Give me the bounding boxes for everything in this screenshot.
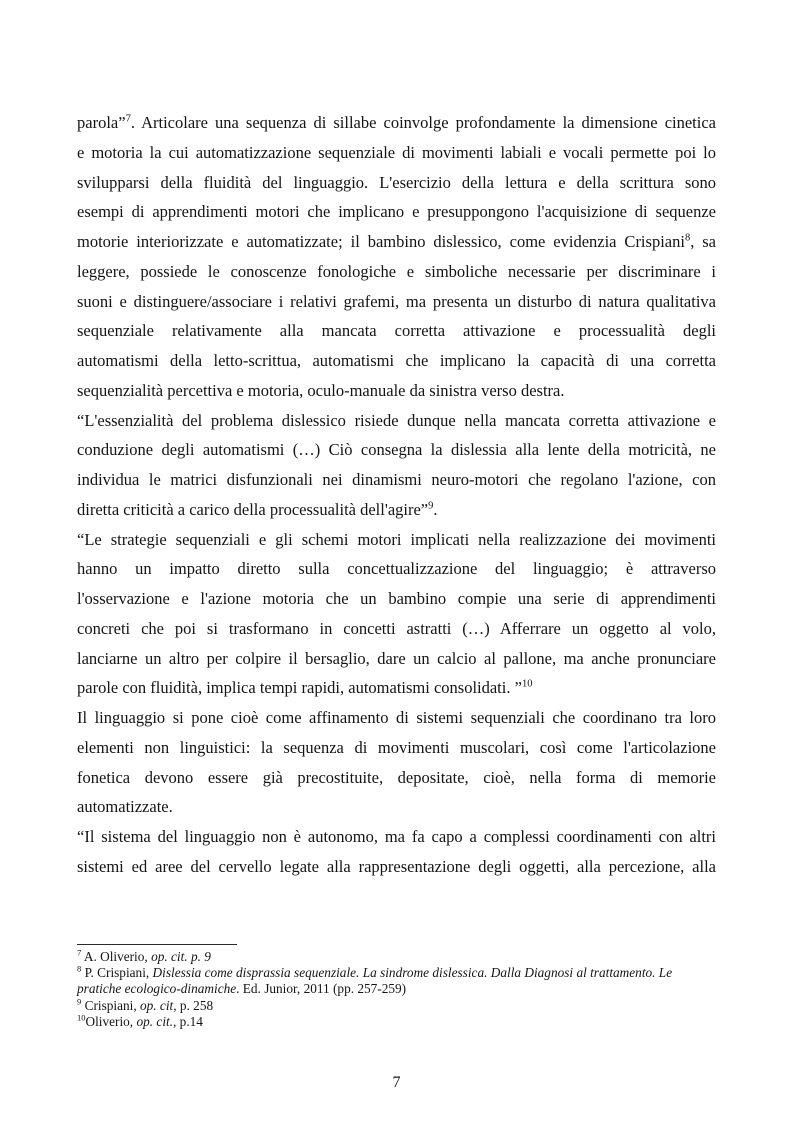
footnote [77, 965, 716, 997]
page-number: 7 [392, 1074, 401, 1091]
text-line: elementi non linguistici: la sequenza di movimenti muscolari, così come l'articolazione [77, 737, 716, 757]
footnote-number: 9 [77, 996, 82, 1007]
text-line [77, 495, 716, 525]
text-segment: diretta criticità a carico della processualità dell'agire” [77, 499, 429, 519]
text-line [77, 108, 716, 138]
footnote [77, 998, 716, 1014]
main-text [77, 108, 716, 882]
footnote-text: p. 258 [176, 997, 214, 1013]
text-segment: parola” [77, 113, 126, 132]
text-line: sequenziale relativamente alla mancata corretta attivazione e processualità degli [77, 321, 716, 341]
text-line: esempi di apprendimenti motori che implicano e presuppongono l'acquisizione di sequenze [77, 202, 716, 222]
text-line [77, 673, 716, 703]
text-line: suoni e distinguere/associare i relativi grafemi, ma presenta un disturbo di natura qualitativa [77, 291, 716, 311]
text-line: leggere, possiede le conoscenze fonologiche e simboliche necessarie per discriminare i [77, 261, 716, 281]
paragraph [77, 406, 716, 525]
footnote-citation: op. cit., [136, 1013, 177, 1029]
footnote-text: P. Crispiani, [81, 965, 153, 981]
text-line: conduzione degli automatismi (…) Ciò consegna la dislessia alla lente della motricità, ne [77, 440, 716, 460]
text-segment: . [433, 499, 438, 519]
footnote-book-title: pratiche ecologico-dinamiche [77, 981, 237, 997]
text-segment: motorie interiorizzate e automatizzate; il bambino dislessico, come evidenzia Crispiani [77, 232, 685, 251]
text-line: automatizzate. [77, 797, 173, 817]
text-line: individua le matrici disfunzionali nei dinamismi neuro-motori che regolano l'azione, con [77, 470, 716, 489]
footnote-separator [77, 944, 237, 945]
text-line: sequenzialità percettiva e motoria, oculo-manuale da sinistra verso destra. [77, 380, 565, 400]
text-line: automatismi della letto-scrittua, automatismi che implicano la capacità di una corretta [77, 351, 716, 370]
footnote-ref: 8 [684, 232, 691, 244]
text-line: concreti che poi si trasformano in concetti astratti (…) Afferrare un oggetto al volo, [77, 618, 716, 638]
footnote-citation: op. cit, [139, 997, 177, 1013]
text-line: “Il sistema del linguaggio non è autonomo, ma fa capo a complessi coordinamenti con altri [77, 827, 716, 846]
paragraph [77, 703, 716, 822]
footnote-text: p.14 [176, 1013, 203, 1029]
text-line: svilupparsi della fluidità del linguaggio. L'esercizio della lettura e della scrittura sono [77, 172, 716, 192]
footnote-ref: 7 [125, 113, 131, 125]
text-line: “Le strategie sequenziali e gli schemi motori implicati nella realizzazione dei movimenti [77, 529, 716, 549]
footnote-citation: op. cit. p. 9 [151, 949, 211, 964]
text-line: l'osservazione e l'azione motoria che un bambino compie una serie di apprendimenti [77, 589, 716, 608]
paragraph [77, 822, 716, 882]
text-line: sistemi ed aree del cervello legate alla rappresentazione degli oggetti, alla percezione, alla [77, 856, 716, 876]
text-line: fonetica devono essere già precostituite, depositate, cioè, nella forma di memorie [77, 767, 716, 787]
text-line: hanno un impatto diretto sulla concettualizzazione del linguaggio; è attraverso [77, 559, 716, 579]
text-line: lanciarne un altro per colpire il bersaglio, dare un calcio al pallone, ma anche pronunciare [77, 648, 716, 668]
footnote-number: 10 [77, 1012, 86, 1023]
footnote-text: Oliverio, [85, 1013, 137, 1029]
text-line: Il linguaggio si pone cioè come affinamento di sistemi sequenziali che coordinano tra loro [77, 708, 716, 727]
footnote [77, 1014, 716, 1030]
footnote-book-title: Dislessia come disprassia sequenziale. La sindrome dislessica. Dalla Diagnosi al trattamento. Le [152, 965, 673, 981]
footnote [77, 949, 716, 965]
footnote-number: 8 [77, 963, 82, 974]
text-segment: parole con fluidità, implica tempi rapidi, automatismi consolidati. ” [77, 678, 522, 698]
footnote-text: . Ed. Junior, 2011 (pp. 257-259) [236, 981, 407, 997]
text-line [77, 227, 716, 257]
footnotes [77, 949, 716, 1030]
text-segment: , sa [690, 232, 716, 251]
footnote-ref: 9 [428, 500, 434, 512]
footnote-text: A. Oliverio, [81, 949, 152, 964]
paragraph [77, 108, 716, 406]
footnote-number: 7 [77, 947, 82, 958]
text-line: e motoria la cui automatizzazione sequenziale di movimenti labiali e vocali permette poi lo [77, 142, 716, 162]
paragraph [77, 525, 716, 704]
footnote-ref: 10 [521, 678, 533, 690]
text-segment: . Articolare una sequenza di sillabe coinvolge profondamente la dimensione cinetica [130, 113, 716, 132]
text-line: “L'essenzialità del problema dislessico risiede dunque nella mancata corretta attivazione e [77, 410, 716, 430]
footnote-text: Crispiani, [81, 997, 140, 1013]
